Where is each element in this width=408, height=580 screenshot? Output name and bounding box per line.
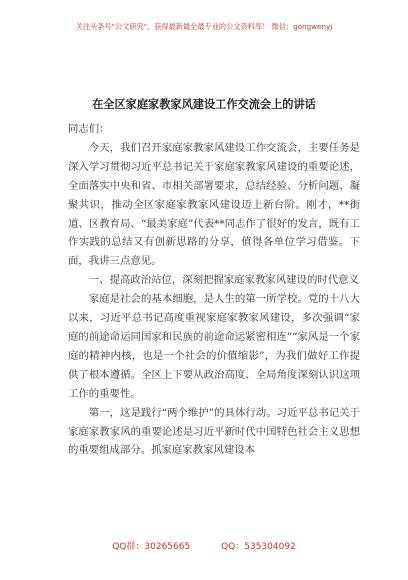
salutation: 同志们： [68, 123, 110, 135]
footer-contact [0, 539, 408, 552]
footer-qq: QQ：535304092 [221, 542, 296, 552]
section-heading-1: 一、提高政治站位，深刻把握家庭家教家风建设的时代意义 [88, 274, 359, 287]
paragraph-intro: 今天，我们召开家庭家教家风建设工作交流会，主要任务是深入学习贯彻习近平总书记关于家庭家教家风建设的重要论述，全面落实中央和省、市相关部署要求，总结经验、分析问题、凝聚共识，推动全区家庭家教家风建设迈上新台阶。刚才，**街道、区教育局、“最美家庭”代表**同志作了很好的发言，既有工作实践的总结又有创新思路的分享，值得各单位学习借鉴。下面，我讲三点意见。 [68, 141, 360, 268]
header-notice: 关注头条号"公文研究"，获得最新最全最专业的公文资料库！ 微信：gongwenyj [75, 22, 333, 31]
paragraph-first-point: 第一，这是践行“两个维护”的具体行动。习近平总书记关于家庭家教家风的重要论述是习近平新时代中国特色社会主义思想的重要组成部分。抓家庭家教家风建设本 [68, 406, 360, 457]
document-title: 在全区家庭家教家风建设工作交流会上的讲话 [92, 97, 316, 111]
paragraph-family: 家庭是社会的基本细胞，是人生的第一所学校。党的十八大以来，习近平总书记高度重视家庭家教家风建设，多次强调“家庭的前途命运同国家和民族的前途命运紧密相连”“家风是一个家庭的精神内核，也是一个社会的价值缩影”，为我们做好工作提供了根本遵循。全区上下要从政治高度、全局角度深刻认识这项工作的重要性。 [68, 293, 360, 400]
document-body [68, 120, 360, 460]
footer-qq-group: QQ群：30265665 [112, 542, 191, 552]
